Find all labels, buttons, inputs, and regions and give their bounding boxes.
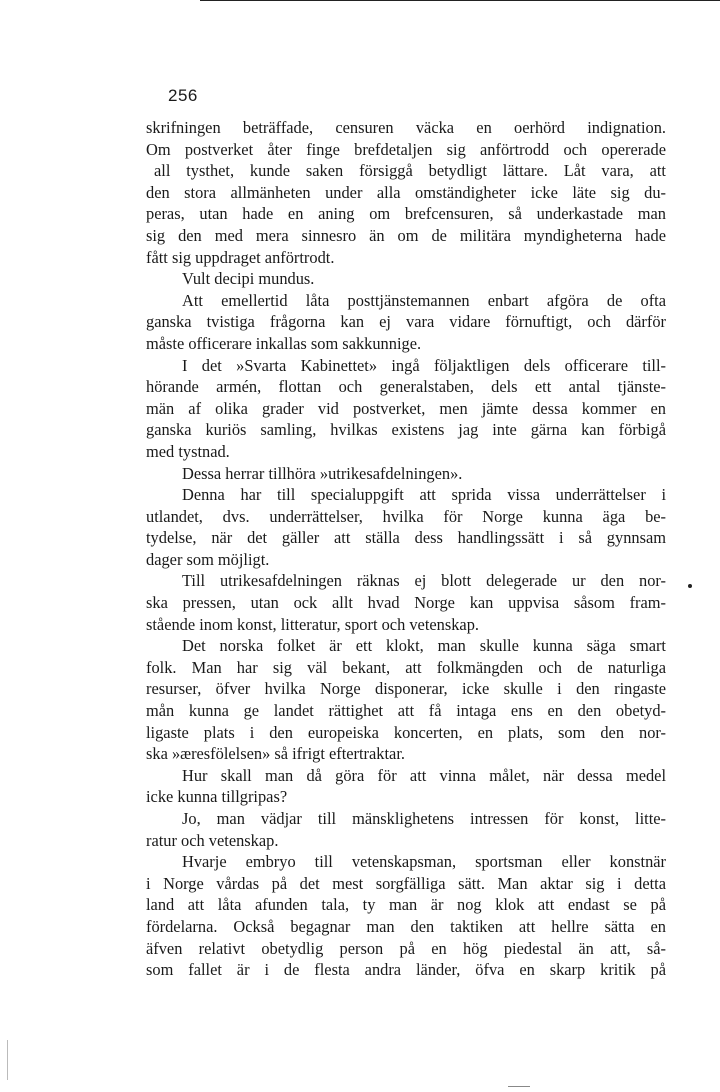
- text-line: män af olika grader vid postverket, men jämte dessa kommer en: [146, 398, 666, 418]
- bottom-mark: [508, 1086, 530, 1087]
- text-line: dager som möjligt.: [146, 549, 270, 569]
- text-line: Hur skall man då göra för att vinna målet, när dessa medel: [182, 765, 666, 785]
- text-line: ska »æresfölelsen» så ifrigt eftertraktar.: [146, 744, 405, 764]
- text-line: Vult decipi mundus.: [182, 269, 315, 289]
- body-text: [146, 117, 666, 981]
- text-line: land att låta afunden tala, ty man är nog klok att endast se på: [146, 895, 666, 915]
- text-line: Om postverket åter finge brefdetaljen sig anförtrodd och opererade: [146, 139, 666, 159]
- top-rule: [200, 0, 720, 1]
- left-edge-mark: [7, 1040, 8, 1080]
- text-line: Till utrikesafdelningen räknas ej blott delegerade ur den nor-: [182, 571, 666, 591]
- text-line: Denna har till specialuppgift att sprida vissa underrättelser i: [182, 485, 666, 505]
- text-line: tydelse, när det gäller att ställa dess handlingssätt i så gynnsam: [146, 528, 666, 548]
- text-line: utlandet, dvs. underrättelser, hvilka för Norge kunna äga be-: [146, 506, 666, 526]
- text-line: ratur och vetenskap.: [146, 830, 279, 850]
- text-line: Hvarje embryo till vetenskapsman, sportsman eller konstnär: [182, 852, 666, 872]
- text-line: i Norge vårdas på det mest sorgfälliga sätt. Man aktar sig i detta: [146, 873, 666, 893]
- text-line: äfven relativt obetydlig person på en hög piedestal än att, så-: [146, 938, 666, 958]
- text-line: resurser, öfver hvilka Norge disponerar, icke skulle i den ringaste: [146, 679, 666, 699]
- text-line: fått sig uppdraget anförtrodt.: [146, 247, 335, 267]
- text-line: peras, utan hade en aning om brefcensuren, så underkastade man: [146, 204, 666, 224]
- text-line: skrifningen beträffade, censuren väcka en oerhörd indignation.: [146, 118, 666, 137]
- text-line: med tystnad.: [146, 441, 230, 461]
- text-line: måste officerare inkallas som sakkunnige.: [146, 333, 422, 353]
- text-line: ska pressen, utan ock allt hvad Norge kan uppvisa såsom fram-: [146, 593, 666, 613]
- page-number: 256: [168, 86, 198, 105]
- text-line: fördelarna. Också begagnar man den taktiken att hellre sätta en: [146, 916, 666, 936]
- text-line: Det norska folket är ett klokt, man skulle kunna säga smart: [182, 636, 666, 656]
- text-line: hörande armén, flottan och generalstaben, dels ett antal tjänste-: [146, 377, 666, 397]
- text-line: ganska kuriös samling, hvilkas existens jag inte gärna kan förbigå: [146, 420, 666, 440]
- text-line: all tysthet, kunde saken försiggå betydligt lättare. Låt vara, att: [154, 161, 666, 181]
- text-line: Att emellertid låta posttjänstemannen enbart afgöra de ofta: [182, 290, 666, 310]
- text-line: stående inom konst, litteratur, sport och vetenskap.: [146, 614, 479, 634]
- text-line: folk. Man har sig väl bekant, att folkmängden och de naturliga: [146, 657, 666, 677]
- text-line: I det »Svarta Kabinettet» ingå följaktligen dels officerare till-: [182, 355, 666, 375]
- text-line: Jo, man vädjar till mänsklighetens intressen för konst, litte-: [182, 809, 666, 828]
- text-line: sig den med mera sinnesro än om de militära myndigheterna hade: [146, 225, 666, 245]
- text-line: den stora allmänheten under alla omständigheter icke läte sig du-: [146, 182, 666, 202]
- text-line: icke kunna tillgripas?: [146, 787, 288, 807]
- text-line: ligaste plats i den europeiska koncerten, en plats, som den nor-: [146, 722, 666, 742]
- margin-dot: [688, 584, 692, 588]
- text-line: som fallet är i de flesta andra länder, öfva en skarp kritik på: [146, 960, 666, 980]
- text-line: mån kunna ge landet rättighet att få intaga ens en den obetyd-: [146, 701, 666, 721]
- text-line: Dessa herrar tillhöra »utrikesafdelningen».: [182, 463, 463, 483]
- text-line: ganska tvistiga frågorna kan ej vara vidare förnuftigt, och därför: [146, 312, 666, 332]
